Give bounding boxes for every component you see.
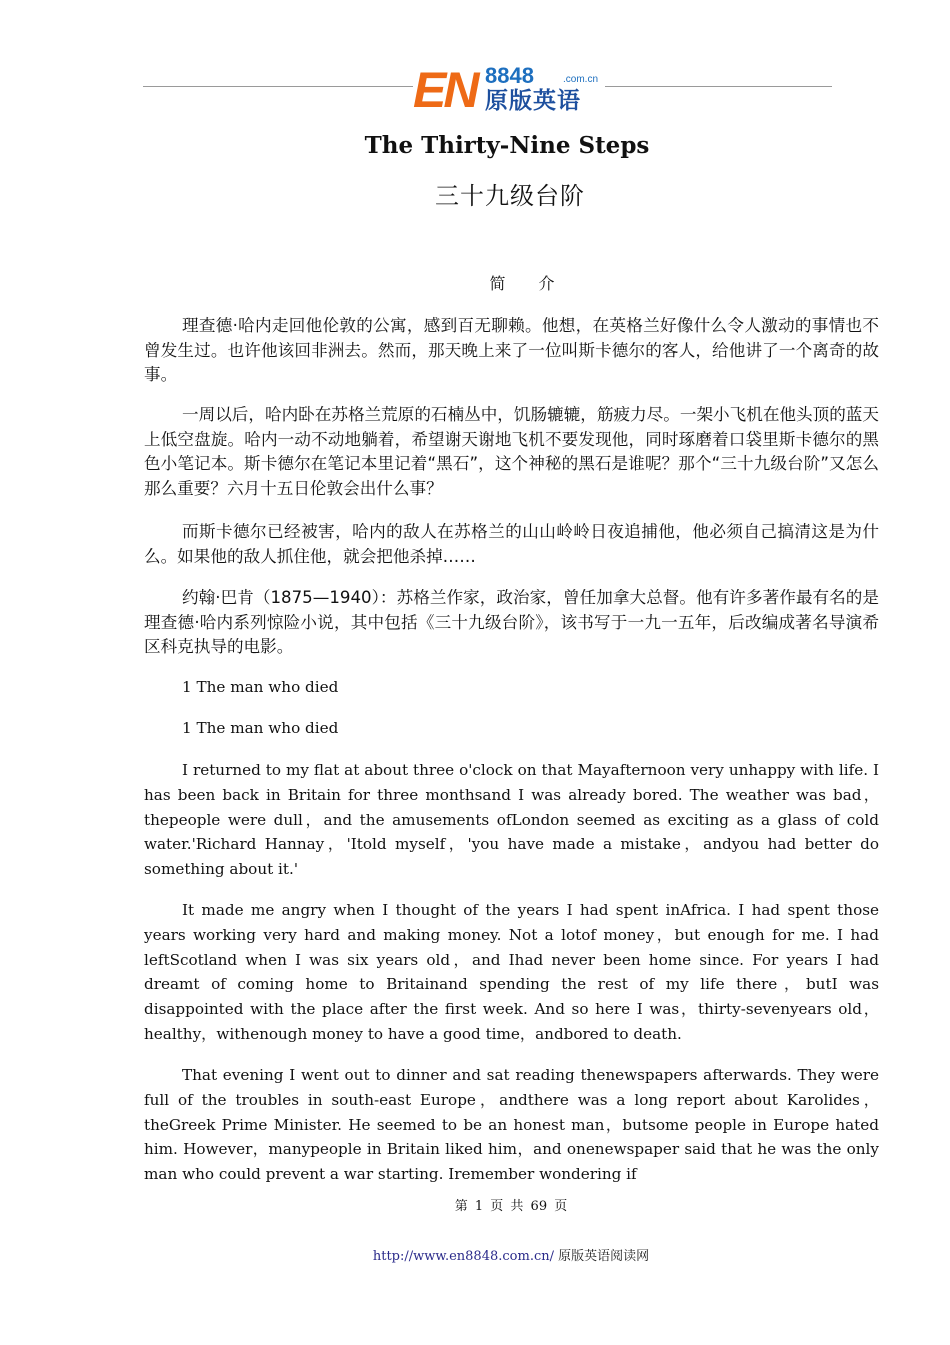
page-indicator: 第 1 页 共 69 页	[454, 1199, 568, 1214]
intro-paragraph: 理查德·哈内走回他伦敦的公寓，感到百无聊赖。他想，在英格兰好像什么令人激动的事情也不曾发生过。也许他该回非洲去。然而，那天晚上来了一位叫斯卡德尔的客人，给他讲了一个离奇的故事。	[144, 316, 879, 384]
chapter-heading: 1 The man who died	[182, 719, 339, 737]
header-rule-left	[143, 86, 413, 87]
page-footer	[0, 1247, 950, 1267]
logo-tagline: 原版英语	[485, 88, 581, 114]
site-logo[interactable]	[413, 64, 605, 116]
author-paragraph: 约翰·巴肯（1875—1940）：苏格兰作家，政治家，曾任加拿大总督。他有许多著作最有名的是理查德·哈内系列惊险小说，其中包括《三十九级台阶》，该书写于一九一五年，后改编成著名导演希区科克执导的电影。	[144, 588, 879, 656]
story-paragraph: I returned to my flat at about three o'clock on that Mayafternoon very unhappy with life. I has been back in Britain for three monthsand I was already bored. The weather was bad，thepeople were dull，and the amusements ofLondon seemed as exciting as a glass of cold water.'Richard Hannay，'Itold myself，'you have made a mistake，andyou had better do something about it.'	[144, 761, 879, 879]
header-rule-right	[605, 86, 832, 87]
logo-mark: EN	[413, 62, 477, 118]
intro-paragraph: 一周以后，哈内卧在苏格兰荒原的石楠丛中，饥肠辘辘，筋疲力尽。一架小飞机在他头顶的蓝天上低空盘旋。哈内一动不动地躺着，希望谢天谢地飞机不要发现他，同时琢磨着口袋里斯卡德尔的黑色小笔记本。斯卡德尔在笔记本里记着“黑石”，这个神秘的黑石是谁呢？那个“三十九级台阶”又怎么那么重要？六月十五日伦敦会出什么事？	[144, 405, 879, 498]
story-paragraph: That evening I went out to dinner and sat reading thenewspapers afterwards. They were full of the troubles in south-east Europe，andthere was a long report about Karolides，theGreek Prime Minister. He seemed to be an honest man，butsome people in Europe hated him. However，manypeople in Britain liked him，and onenewspaper said that he was the only man who could prevent a war starting. Iremember wondering if	[144, 1066, 879, 1184]
logo-domain: .com.cn	[563, 74, 599, 85]
footer-url-link[interactable]: http://www.en8848.com.cn/	[372, 1249, 554, 1264]
footer-site-name: 原版英语阅读网	[558, 1249, 650, 1264]
story-paragraph: It made me angry when I thought of the years I had spent inAfrica. I had spent those years working very hard and making money. Not a lotof money，but enough for me. I had leftScotland when I was six years old，and Ihad never been home since. For years I had dreamt of coming home to Britainand spending the rest of my life there，butI was disappointed with the place after the first week. And so here I was，thirty-sevenyears old，healthy，withenough money to have a good time，andbored to death.	[144, 901, 879, 1043]
book-title-en: The Thirty-Nine Steps	[364, 132, 650, 159]
logo-number: 8848	[485, 63, 534, 88]
intro-paragraph: 而斯卡德尔已经被害，哈内的敌人在苏格兰的山山岭岭日夜追捕他，他必须自己搞清这是为什么。如果他的敌人抓住他，就会把他杀掉……	[144, 522, 879, 566]
book-title-cn: 三十九级台阶	[435, 182, 585, 210]
chapter-heading: 1 The man who died	[182, 678, 339, 696]
section-heading: 简 介	[489, 274, 569, 293]
